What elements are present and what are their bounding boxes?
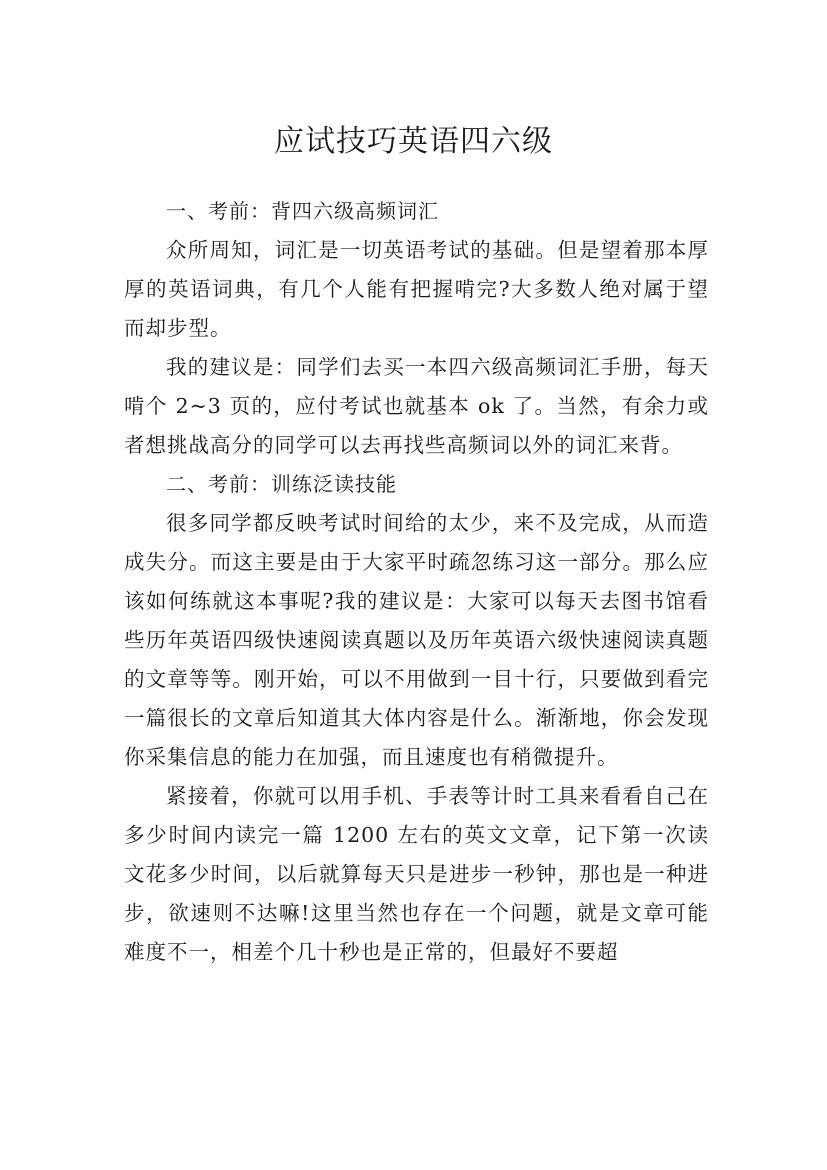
- paragraph: 我的建议是：同学们去买一本四六级高频词汇手册，每天啃个 2~3 页的，应付考试也就基本 ok 了。当然，有余力或者想挑战高分的同学可以去再找些高频词以外的词汇来背。: [124, 355, 709, 457]
- paragraph: 众所周知，词汇是一切英语考试的基础。但是望着那本厚厚的英语词典，有几个人能有把握啃完?大多数人绝对属于望而却步型。: [124, 238, 709, 340]
- document-title: 应试技巧英语四六级: [274, 124, 553, 160]
- paragraph: 很多同学都反映考试时间给的太少，来不及完成，从而造成失分。而这主要是由于大家平时疏忽练习这一部分。那么应该如何练就这本事呢?我的建议是：大家可以每天去图书馆看些历年英语四级快速阅读真题以及历年英语六级快速阅读真题的文章等等。刚开始，可以不用做到一目十行，只要做到看完一篇很长的文章后知道其大体内容是什么。渐渐地，你会发现你采集信息的能力在加强，而且速度也有稍微提升。: [124, 511, 709, 769]
- section-heading-1: 一、考前：背四六级高频词汇: [166, 199, 439, 223]
- section-heading-2: 二、考前：训练泛读技能: [166, 472, 397, 496]
- document-body: [124, 192, 709, 972]
- paragraph: 紧接着，你就可以用手机、手表等计时工具来看看自己在多少时间内读完一篇 1200 左右的英文文章，记下第一次读文花多少时间，以后就算每天只是进步一秒钟，那也是一种进步，欲速则不达嘛!这里当然也存在一个问题，就是文章可能难度不一，相差个几十秒也是正常的，但最好不要超: [124, 784, 709, 964]
